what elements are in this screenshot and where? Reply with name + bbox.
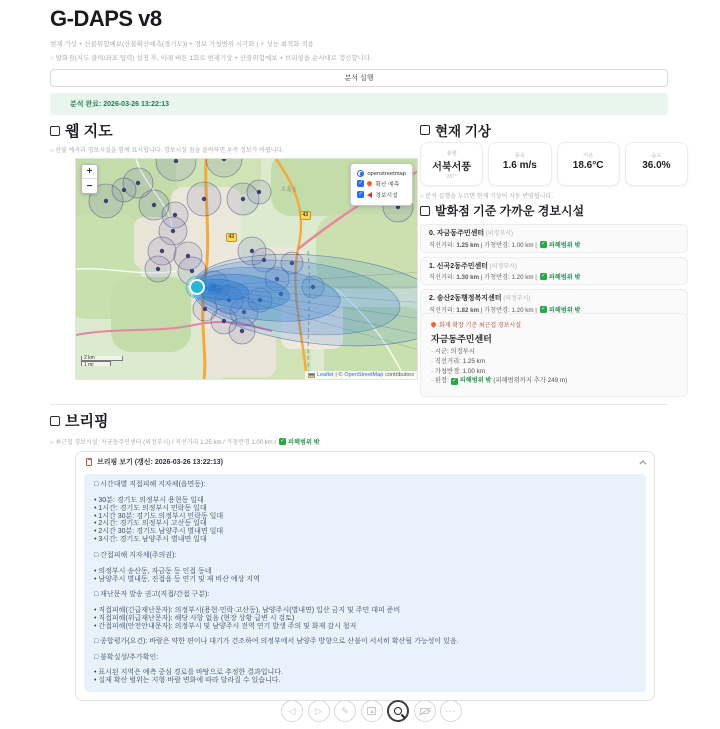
map-layers-control[interactable] [350, 163, 413, 206]
flag-icon [308, 373, 315, 378]
radio-icon[interactable] [357, 170, 364, 177]
briefing-line: • 1시간 30분: 경기도 의정부시 민락동 일대 [94, 512, 224, 520]
square-icon [50, 416, 60, 426]
briefing-line [94, 583, 636, 591]
square-icon [420, 206, 430, 216]
weather-cards [420, 142, 688, 186]
check-icon: ✓ [280, 438, 285, 444]
fire-icon [366, 180, 373, 187]
chevron-up-icon[interactable] [639, 460, 646, 467]
leaflet-map[interactable] [75, 158, 418, 380]
pencil-icon[interactable]: ✎ [334, 700, 356, 722]
weather-card-label: 습도 [651, 152, 662, 159]
status-badge: ✓ 피해범위 밖 [541, 240, 581, 249]
map-zoom-control[interactable] [81, 164, 98, 194]
facility-list [420, 224, 688, 322]
weather-card [488, 142, 551, 186]
briefing-content [84, 474, 646, 692]
redo-icon[interactable]: ▷ [308, 700, 330, 722]
place-label: 소흘읍 [281, 187, 297, 193]
briefing-line: □ 시간대별 직접피해 지자체(읍면동): [94, 481, 206, 488]
weather-card [557, 142, 620, 186]
map-section-heading: 웹 지도 [50, 120, 113, 141]
briefing-line: • 2시간: 경기도 의정부시 고산동 일대 [94, 520, 207, 528]
overlay-option-spread[interactable]: ✓ 확산 예측 [358, 180, 400, 188]
weather-card-label: 풍향 [446, 150, 457, 157]
briefing-subtitle: ○ 최근접 경보시설: 자금동주민센터 (의정부시) / 직선거리 1.25 km / 가청반경 1.00 km / ✓ 피해범위 밖 [50, 438, 320, 446]
camera-off-icon[interactable] [414, 700, 436, 722]
status-badge: ✓ 피해범위 밖 [541, 305, 581, 314]
briefing-line: • 표시된 지역은 예측 중심 경로를 바탕으로 추정한 결과입니다. [94, 669, 284, 677]
facility-list-item[interactable] [420, 224, 688, 253]
facility-name: 2. 송산2동행정복지센터 [429, 295, 502, 302]
floating-toolbar [281, 700, 462, 722]
facility-name: 1. 신곡2동주민센터 [429, 262, 489, 270]
weather-card-value: 36.0% [642, 159, 671, 171]
nearest-facility-row: · 직선거리: 1.25 km [431, 357, 486, 365]
check-icon: ✓ [541, 273, 546, 279]
briefing-line: • 남양주시 별내동, 진접읍 등 연기 및 재 비산 예상 지역 [94, 575, 260, 583]
nearest-facility-row: · 가청반경: 1.00 km [431, 367, 486, 375]
page-title: G-DAPS v8 [50, 6, 162, 31]
briefing-line: • 3시간: 경기도 남양주시 별내면 일대 [94, 536, 207, 544]
road-shield: 43 [300, 211, 311, 220]
checkbox-checked-icon[interactable]: ✓ [358, 191, 364, 197]
nearest-facility-name: 자금동주민센터 [431, 334, 492, 344]
weather-note: ○ 분석 실행을 누르면 현재 기상이 자동 반영됩니다. [420, 194, 553, 200]
zoom-in-button[interactable]: + [82, 165, 97, 179]
facility-city: (의정부시) [484, 231, 513, 237]
square-icon [50, 126, 60, 136]
briefing-line: • 1시간: 경기도 의정부시 민락동 일대 [94, 504, 207, 512]
briefing-line [94, 646, 636, 654]
checkbox-checked-icon[interactable]: ✓ [358, 180, 364, 186]
facility-city: (의정부시) [501, 296, 531, 302]
weather-card-label: 풍속 [514, 152, 525, 159]
speaker-icon [367, 192, 372, 198]
image-icon[interactable] [361, 700, 383, 722]
weather-card-value: 서북서풍 [432, 161, 471, 173]
facility-metrics: 직선거리: 1.82 km | 가청반경: 1.20 km | [429, 306, 537, 314]
briefing-line: • 2시간 30분: 경기도 남양주시 별내면 일대 [94, 528, 224, 536]
status-badge: ✓ 피해범위 밖 [451, 377, 492, 385]
facilities-section-heading: 발화점 기준 가까운 경보시설 [420, 202, 584, 219]
overlay-option-alert[interactable]: ✓ 경보시설 [358, 191, 398, 199]
briefing-line: □ 종합평가(요건): 바람은 약한 편이나 대기가 건조하여 의정부에서 남양주 방향으로 산불이 서서히 확산될 가능성이 있음. [94, 638, 459, 646]
briefing-line: • 실제 확산 범위는 지형·바람 변화에 따라 달라질 수 있습니다. [94, 677, 281, 685]
briefing-section-heading: 브리핑 [50, 410, 108, 431]
more-icon[interactable]: ··· [440, 700, 462, 722]
search-icon[interactable] [387, 700, 409, 722]
briefing-line [94, 544, 636, 552]
weather-card [420, 142, 483, 186]
briefing-line: • 간접피해(안전안내문자): 의정부시 및 남양주시 전역 연기 발생 주의 및 화재 감시 철저 [94, 622, 357, 630]
nearest-facility-row: · 시군: 의정부시 [431, 348, 475, 355]
weather-card-label: 기온 [583, 152, 594, 159]
briefing-line [94, 599, 636, 607]
header-subtitle: 현재 기상 + 산불위험예보(산불확산예측(경기도)) + 경보 가청범위 시각화 | ⚡ 성능 최적화 적용 [50, 41, 314, 48]
map-attribution: Leaflet | © OpenStreetMap contributors [305, 371, 417, 379]
osm-link[interactable]: OpenStreetMap [344, 372, 384, 378]
facility-city: (의정부시) [488, 263, 517, 270]
facility-list-item[interactable] [420, 257, 688, 286]
nearest-facility-rows [431, 347, 677, 376]
undo-icon[interactable]: ◁ [281, 700, 303, 722]
map-section-subtitle: ○ 산불 예측과 경보시설을 함께 표시합니다. 경보시설 점을 클릭하면 우측 정보가 바뀝니다. [50, 148, 284, 154]
weather-card-sub: 287° [446, 173, 457, 180]
clipboard-icon [86, 458, 92, 466]
briefing-line: • 직접피해(긴급재난문자): 의정부시(용현·민락·고산동), 남양주시(별내면) 입산 금지 및 주민 대피 준비 [94, 606, 401, 614]
ignition-marker [186, 276, 208, 298]
check-icon: ✓ [451, 377, 457, 384]
zoom-out-button[interactable]: − [86, 180, 93, 192]
nearest-facility-verdict: · 판정: ✓ 피해범위 밖 (피해범위까지 추가 249 m) [431, 377, 568, 385]
fire-icon [430, 321, 437, 328]
check-icon: ✓ [541, 305, 546, 312]
weather-card-value: 1.6 m/s [502, 159, 537, 171]
briefing-line [94, 489, 636, 497]
run-analysis-button[interactable]: 분석 실행 [50, 69, 668, 87]
briefing-panel-header[interactable]: 브리핑 보기 (갱신: 2026-03-26 13:22:13) [76, 452, 654, 472]
briefing-line: □ 불확실성/추가확인: [94, 653, 159, 661]
briefing-line: • 직접피해(위급재난문자): 해당 사항 없음 (현장 상황 급변 시 검토) [94, 614, 295, 622]
status-badge: ✓ 피해범위 밖 [280, 438, 320, 446]
weather-card-value: 18.6°C [572, 159, 604, 171]
briefing-line: • 의정부시 송산동, 자금동 등 인접 동네 [94, 567, 212, 575]
nearest-facility-card [420, 313, 688, 397]
section-divider [50, 404, 668, 405]
nearest-facility-label: 화재 확장 기준 최근접 경보시설 [431, 320, 677, 329]
briefing-line [94, 560, 636, 568]
facility-metrics: 직선거리: 1.30 km | 가청반경: 1.20 km | [429, 274, 537, 281]
briefing-panel [75, 451, 655, 701]
header-instruction: ○ 발화점(지도 클릭/좌표 입력) 설정 후, 아래 버튼 1회로 현재기상 + 산불위험예보 + 브리핑을 순서대로 갱신합니다. [50, 55, 372, 62]
briefing-line [94, 631, 636, 639]
square-icon [420, 125, 430, 135]
weather-section-heading: 현재 기상 [420, 120, 491, 140]
status-badge: ✓ 피해범위 밖 [541, 273, 581, 281]
facility-metrics: 직선거리: 1.25 km | 가청반경: 1.00 km | [429, 241, 537, 249]
check-icon: ✓ [541, 240, 546, 247]
analysis-status: 분석 완료: 2026-03-26 13:22:13 [50, 93, 668, 115]
briefing-line: □ 간접피해 지자체(주의권): [94, 551, 177, 559]
leaflet-link[interactable]: Leaflet [316, 372, 334, 378]
map-scale: 2 km 1 mi [81, 356, 123, 366]
base-layer-option[interactable]: openstreetmap [357, 170, 406, 177]
weather-card [625, 142, 688, 186]
road-shield: 43 [226, 233, 237, 242]
briefing-line: □ 재난문자 발송 권고(직접/간접 구분): [94, 591, 210, 599]
facility-name: 0. 자금동주민센터 [429, 230, 485, 237]
briefing-line: • 30분: 경기도 의정부시 용현동 일대 [94, 496, 204, 504]
